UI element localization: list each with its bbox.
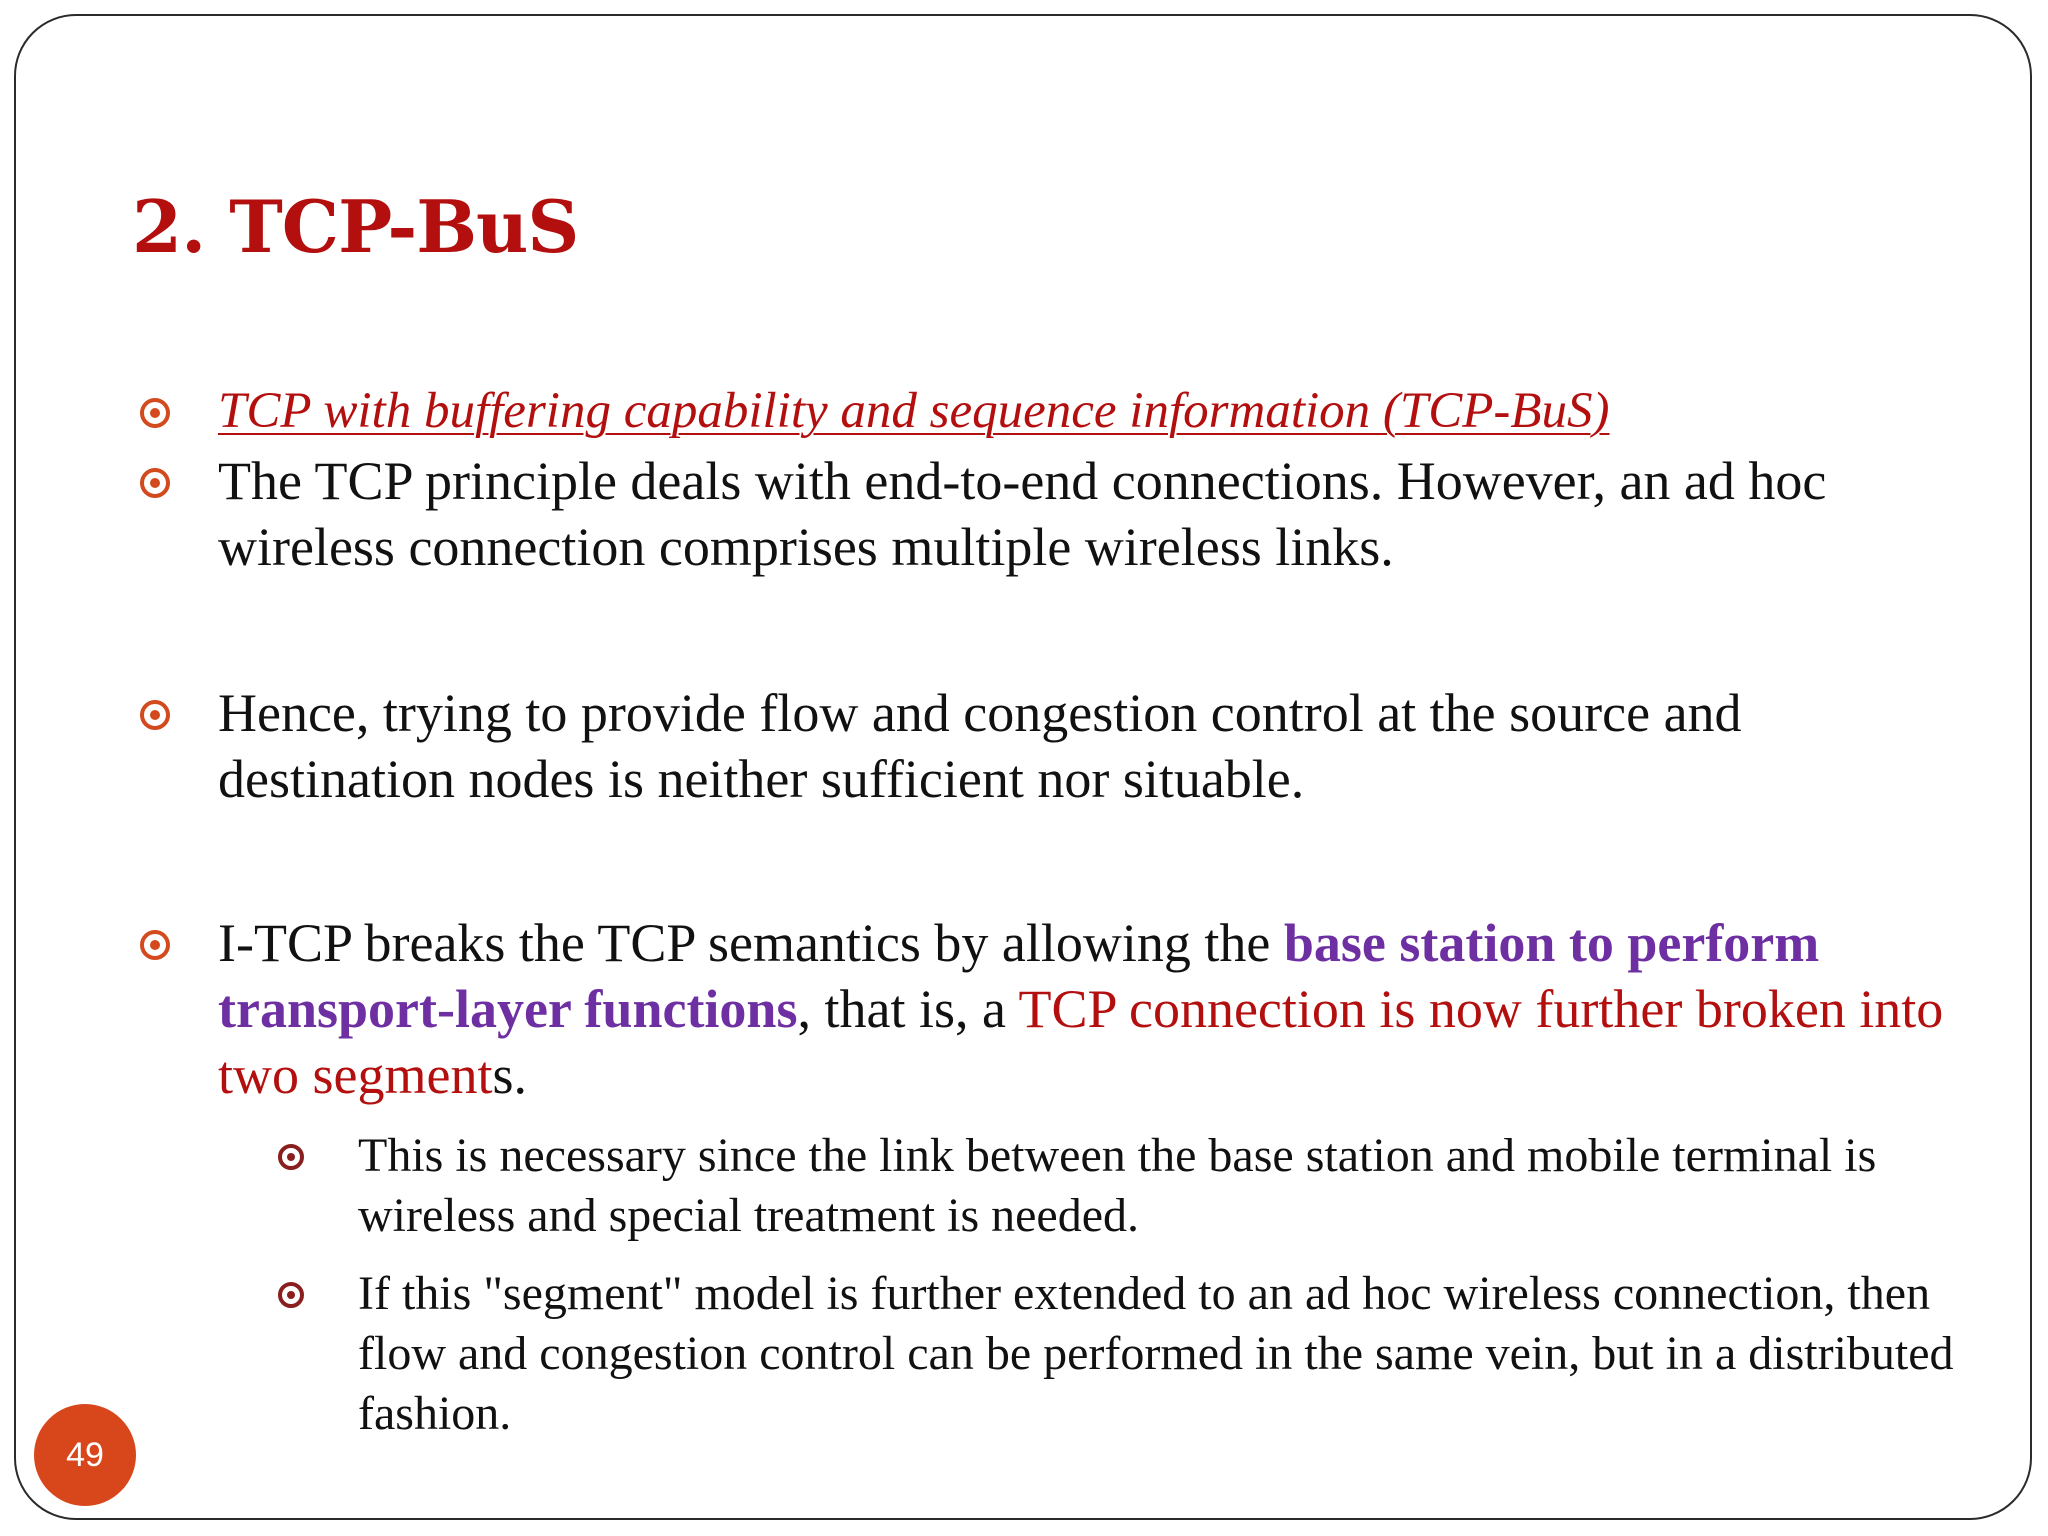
circle-bullet-icon xyxy=(140,398,170,428)
red-text: TCP connection is now further broken into two segment xyxy=(218,979,1944,1105)
sub-bullet-list xyxy=(278,1126,1970,1444)
circle-bullet-icon xyxy=(278,1144,304,1170)
slide-title: 2. TCP-BuS xyxy=(132,184,579,269)
bullet-text-part: s. xyxy=(492,1045,527,1105)
page-number-badge: 49 xyxy=(34,1404,136,1506)
sub-bullet-text: This is necessary since the link between the base station and mobile terminal is wireless and special treatment is needed. xyxy=(358,1129,1877,1242)
bullet-item xyxy=(140,680,1970,812)
bullet-item xyxy=(140,910,1970,1444)
highlight-text: base station to perform transport-layer functions xyxy=(218,913,1820,1039)
bullet-text-part: , that is, a xyxy=(797,979,1019,1039)
circle-bullet-icon xyxy=(140,700,170,730)
sub-bullet-item xyxy=(278,1264,1970,1444)
bullet-text-part: I-TCP breaks the TCP semantics by allowing the xyxy=(218,913,1284,973)
sub-bullet-item xyxy=(278,1126,1970,1246)
bullet-item xyxy=(140,448,1970,580)
bullet-text: Hence, trying to provide flow and congestion control at the source and destination nodes is neither sufficient nor situable. xyxy=(218,683,1742,809)
bullet-list xyxy=(140,378,1970,1444)
bullet-text: TCP with buffering capability and sequence information (TCP-BuS) xyxy=(218,383,1610,439)
bullet-text: The TCP principle deals with end-to-end connections. However, an ad hoc wireless connection comprises multiple wireless links. xyxy=(218,451,1827,577)
circle-bullet-icon xyxy=(140,468,170,498)
sub-bullet-text: If this "segment" model is further extended to an ad hoc wireless connection, then flow and congestion control can be performed in the same vein, but in a distributed fashion. xyxy=(358,1267,1954,1440)
bullet-item xyxy=(140,378,1970,444)
circle-bullet-icon xyxy=(140,930,170,960)
circle-bullet-icon xyxy=(278,1282,304,1308)
